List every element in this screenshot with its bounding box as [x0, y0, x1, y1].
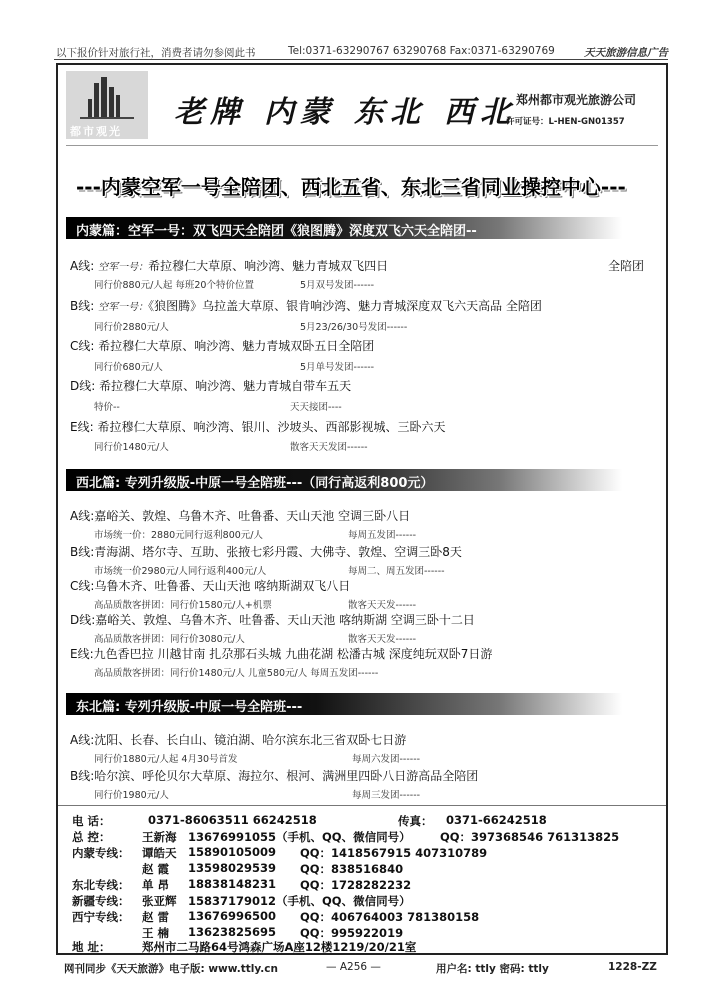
- top-notice: 以下报价针对旅行社，消费者请勿参阅此书: [56, 47, 256, 59]
- top-brand: 天天旅游信息广告: [584, 47, 668, 59]
- section-title: 内蒙篇：空军一号：双飞四天全陪团《狼图腾》深度双飞六天全陪团--: [76, 224, 477, 239]
- route-label: C线:: [70, 579, 95, 593]
- route-price-text: 市场统一价：2880元同行返利800元/人: [94, 530, 264, 541]
- contact-name: 单 昂: [142, 878, 170, 892]
- contact-label: 西宁专线：: [72, 910, 130, 924]
- contact-phone: 13676996500: [188, 909, 277, 923]
- contact-phone: 13598029539: [188, 861, 277, 875]
- route-text: 《狼图腾》乌拉盖大草原、银肯响沙湾、魅力青城深度双飞六天高品 全陪团: [148, 299, 542, 313]
- route-text: 哈尔滨、呼伦贝尔大草原、海拉尔、根河、满洲里四卧八日游高品全陪团: [94, 769, 479, 783]
- license-number: 许可证号：L-HEN-GN01357: [506, 117, 625, 127]
- route-label: B线:: [70, 545, 95, 559]
- route-text: 希拉穆仁大草原、响沙湾、魅力青城双卧五日全陪团: [98, 339, 375, 353]
- route-label: C线:: [70, 339, 95, 353]
- page-number: — A256 —: [326, 961, 381, 973]
- route-text: 希拉穆仁大草原、响沙湾、银川、沙坡头、西部影视城、三卧六天: [97, 420, 446, 434]
- contact-phone: 13676991055（手机、QQ、微信同号）: [188, 830, 411, 844]
- contact-qq: QQ：1418567915 407310789: [300, 846, 488, 860]
- route-schedule: 天天接团----: [290, 402, 342, 413]
- route-text: 九色香巴拉 川越甘南 扎尕那石头城 九曲花湖 松潘古城 深度纯玩双卧7日游: [93, 647, 493, 661]
- contact-name: 赵 霞: [142, 862, 170, 876]
- route-price-text: 高品质散客拼团：同行价3080元/人: [94, 634, 245, 645]
- route-price-text: 高品质散客拼团：同行价1480元/人 儿童580元/人 每周五发团------: [94, 668, 379, 679]
- contact-phone: 15890105009: [188, 845, 277, 859]
- route-label: E线:: [70, 420, 94, 434]
- contact-label: 电 话：: [72, 814, 111, 828]
- route-price-text: 特价--: [94, 402, 120, 413]
- route-text: 嘉峪关、敦煌、乌鲁木齐、吐鲁番、天山天池 空调三卧八日: [94, 509, 411, 523]
- route-text: 沈阳、长春、长白山、镜泊湖、哈尔滨东北三省双卧七日游: [94, 733, 407, 747]
- slogan-word: 西北: [444, 95, 516, 130]
- contact-label: 地 址：: [72, 940, 111, 954]
- contact-phone: 18838148231: [188, 877, 277, 891]
- top-bar: [56, 42, 668, 60]
- route-schedule: 每周六发团------: [352, 754, 421, 765]
- route-label: A线:: [70, 259, 95, 273]
- contact-name: 赵 雷: [142, 910, 170, 924]
- route-text: 嘉峪关、敦煌、乌鲁木齐、吐鲁番、天山天池 喀纳斯湖 空调三卧十二日: [95, 613, 475, 627]
- route-label: D线:: [70, 379, 96, 393]
- section-header-neimeng: [66, 217, 622, 239]
- footer-login: 用户名: ttly 密码: ttly: [436, 963, 549, 975]
- slogan-word: 老牌: [174, 95, 246, 130]
- route-label: A线:: [70, 509, 95, 523]
- route-schedule: 每周五发团------: [348, 530, 417, 541]
- header-divider: [66, 145, 658, 146]
- ad-frame: [56, 63, 668, 955]
- route-schedule: 散客天天发------: [348, 634, 417, 645]
- route-price-text: 同行价880元/人起 每班20个特价位置: [94, 280, 254, 291]
- route-price-text: 市场统一价2980元/人同行返利400元/人: [94, 566, 267, 577]
- route-price-text: 同行价1880元/人起 4月30号首发: [94, 754, 238, 765]
- slogan-word: 内蒙: [264, 95, 336, 130]
- contact-name: 谭皓天: [142, 846, 177, 860]
- route-line: [70, 767, 478, 784]
- contact-label: 新疆专线：: [72, 894, 130, 908]
- section-header-xibei: [66, 469, 622, 491]
- logo-text: 都市观光: [70, 125, 122, 138]
- route-line: [70, 507, 410, 524]
- route-line: [70, 337, 374, 354]
- headline: ---内蒙空军一号全陪团、西北五省、东北三省同业操控中心---: [76, 175, 626, 199]
- route-line: [70, 645, 492, 662]
- contact-qq: QQ：995922019: [300, 926, 404, 940]
- route-label: B线:: [70, 769, 95, 783]
- contact-qq: QQ：838516840: [300, 862, 404, 876]
- contact-name: 张亚辉: [142, 894, 177, 908]
- route-text: 希拉穆仁大草原、响沙湾、魅力青城自带车五天: [99, 379, 352, 393]
- route-label: A线:: [70, 733, 95, 747]
- route-line: [70, 611, 475, 628]
- footer-sync: 网刊同步《天天旅游》电子版: www.ttly.cn: [64, 963, 278, 975]
- section-title: 东北篇: 专列升级版-中原一号全陪班---: [76, 700, 303, 715]
- route-schedule: 散客天天发------: [348, 600, 417, 611]
- contact-address: 郑州市二马路64号鸿森广场A座12楼1219/20/21室: [142, 940, 417, 954]
- company-name: 郑州都市观光旅游公司: [516, 93, 637, 107]
- route-schedule: 每周三发团------: [352, 790, 421, 801]
- contact-phone: 13623825695: [188, 925, 277, 939]
- route-tag: 空军一号：: [98, 262, 149, 273]
- slogan: [174, 87, 534, 131]
- route-schedule: 5月23/26/30号发团------: [300, 322, 408, 333]
- route-line: [70, 543, 462, 560]
- section-header-dongbei: [66, 693, 622, 715]
- route-line: [70, 297, 542, 314]
- route-schedule: 每周二、周五发团------: [348, 566, 445, 577]
- route-tag: 空军一号：: [98, 302, 149, 313]
- slogan-word: 东北: [354, 95, 426, 130]
- company-logo: [66, 71, 148, 139]
- contact-phone: 15837179012（手机、QQ、微信同号）: [188, 894, 411, 908]
- contact-label: 东北专线：: [72, 878, 130, 892]
- footer-code: 1228-ZZ: [608, 961, 657, 973]
- contact-qq: QQ：397368546 761313825: [440, 830, 620, 844]
- top-divider: [54, 59, 668, 60]
- route-price-text: 同行价2880元/人: [94, 322, 169, 333]
- footer: [56, 957, 668, 977]
- fax-number: 0371-66242518: [446, 813, 547, 827]
- route-line: [70, 577, 350, 594]
- contact-qq: QQ：406764003 781380158: [300, 910, 480, 924]
- route-line: [70, 418, 445, 435]
- route-schedule: 散客天天发团------: [290, 442, 368, 453]
- top-contact: Tel:0371-63290767 63290768 Fax:0371-63290769: [288, 45, 555, 57]
- contact-label: 内蒙专线：: [72, 846, 130, 860]
- route-text: 希拉穆仁大草原、响沙湾、魅力青城双飞四日: [148, 259, 389, 273]
- route-line: [70, 257, 645, 274]
- route-label: E线:: [70, 647, 94, 661]
- contact-label: 总 控：: [72, 830, 111, 844]
- route-tag-right: 全陪团: [608, 259, 645, 273]
- fax-label: 传真：: [398, 814, 433, 828]
- contact-name: 王 楠: [142, 926, 170, 940]
- route-price-text: 同行价680元/人: [94, 362, 163, 373]
- route-line: [70, 377, 351, 394]
- contact-divider: [58, 805, 666, 806]
- route-label: B线:: [70, 299, 95, 313]
- route-label: D线:: [70, 613, 96, 627]
- route-price-text: 同行价1480元/人: [94, 442, 169, 453]
- contact-phone: 0371-86063511 66242518: [148, 813, 317, 827]
- route-price-text: 高品质散客拼团：同行价1580元/人+机票: [94, 600, 272, 611]
- contact-name: 王新海: [142, 830, 177, 844]
- route-text: 乌鲁木齐、吐鲁番、天山天池 喀纳斯湖双飞八日: [94, 579, 351, 593]
- route-text: 青海湖、塔尔寺、互助、张掖七彩丹霞、大佛寺、敦煌、空调三卧8天: [94, 545, 462, 559]
- route-schedule: 5月单号发团------: [300, 362, 375, 373]
- contact-qq: QQ：1728282232: [300, 878, 412, 892]
- route-schedule: 5月双号发团------: [300, 280, 375, 291]
- route-line: [70, 731, 406, 748]
- route-price-text: 同行价1980元/人: [94, 790, 169, 801]
- section-title: 西北篇: 专列升级版-中原一号全陪班---（同行高返利800元）: [76, 476, 434, 491]
